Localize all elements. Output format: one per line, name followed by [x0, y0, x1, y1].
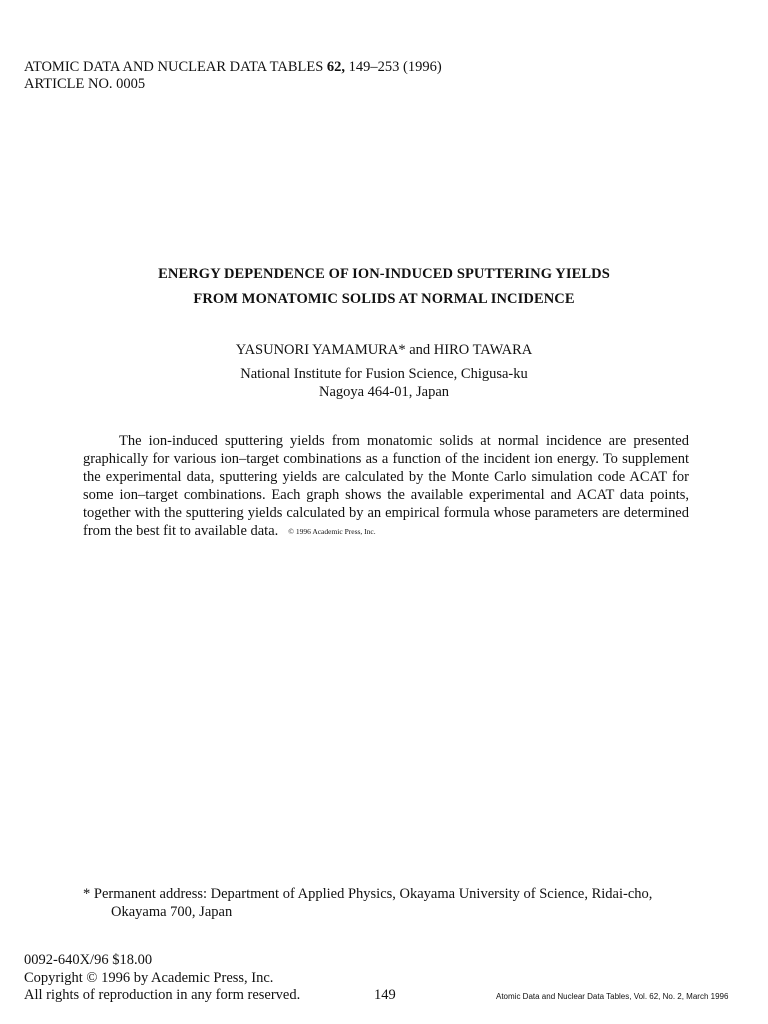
abstract	[83, 432, 689, 541]
article-number: ARTICLE NO. 0005	[24, 76, 146, 92]
abstract-copyright: © 1996 Academic Press, Inc.	[288, 527, 376, 536]
page-number: 149	[374, 987, 396, 1003]
journal-header	[24, 59, 442, 76]
affiliation-line-2: Nagoya 464-01, Japan	[318, 384, 450, 400]
journal-name: ATOMIC DATA AND NUCLEAR DATA TABLES	[24, 59, 327, 75]
footer-copyright: Copyright © 1996 by Academic Press, Inc.	[24, 969, 274, 986]
author-list: YASUNORI YAMAMURA* and HIRO TAWARA	[235, 342, 533, 358]
journal-pages-year: 149–253 (1996)	[345, 59, 442, 75]
journal-volume: 62,	[326, 59, 346, 75]
author-footnote	[83, 885, 689, 921]
footer-publication-info	[24, 952, 300, 1005]
issn-price: 0092-640X/96 $18.00	[24, 952, 153, 968]
affiliation-line-1: National Institute for Fusion Science, Chigusa-ku	[240, 366, 528, 382]
paper-title-line-2: FROM MONATOMIC SOLIDS AT NORMAL INCIDENCE	[193, 291, 575, 307]
abstract-text: The ion-induced sputtering yields from monatomic solids at normal incidence are presented graphically for various ion–target combinations as a function of the incident ion energy. To supplement the experimental data, sputtering yields are calculated by the Monte Carlo simulation code ACAT for some ion–target combinations. Each graph shows the available experimental and ACAT data points, together with the sputtering yields calculated by an empirical formula whose parameters are determined from the best fit to available data.	[83, 433, 689, 539]
footer-rights: All rights of reproduction in any form reserved.	[24, 987, 301, 1003]
paper-title-line-1: ENERGY DEPENDENCE OF ION-INDUCED SPUTTERING YIELDS	[158, 266, 610, 282]
journal-citation: Atomic Data and Nuclear Data Tables, Vol. 62, No. 2, March 1996	[496, 992, 729, 1001]
footnote-line-2: Okayama 700, Japan	[111, 904, 233, 920]
footnote-line-1: * Permanent address: Department of Applied Physics, Okayama University of Science, Ridai-cho,	[83, 886, 653, 902]
